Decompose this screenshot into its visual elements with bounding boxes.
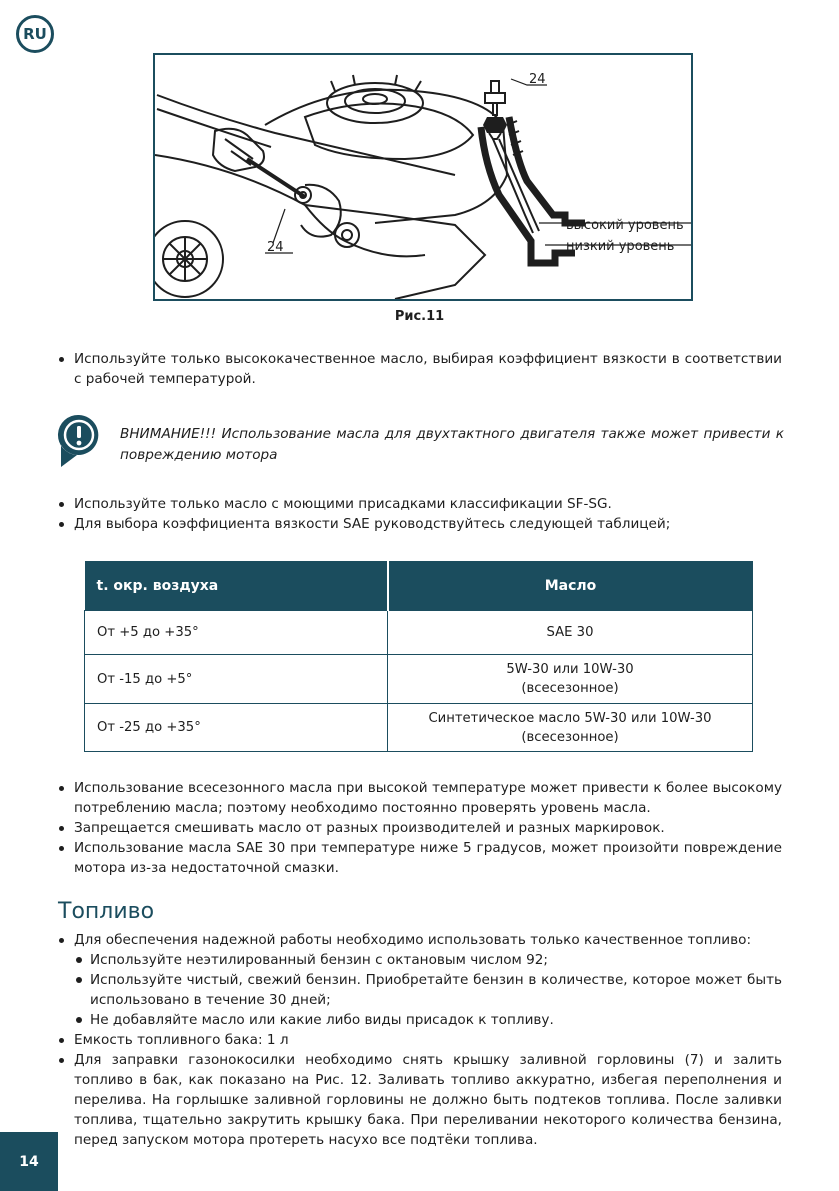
figure-11	[153, 53, 693, 301]
dipstick-closeup	[481, 79, 691, 263]
list-item: Для заправки газонокосилки необходимо снять крышку заливной горловины (7) и залить топливо в бак, как показано на Рис. 12. Заливать топливо аккуратно, избегая переполнения и перелива. На горлышке заливной горловины не должно быть подтеков топлива. После заливки топлива, тщательно закрутить крышку бака. При переливании некоторого количества бензина, перед запуском мотора протереть насухо все подтёки топлива.	[58, 1050, 782, 1150]
list-item	[58, 930, 782, 950]
cell-temperature: От -25 до +35°	[85, 704, 388, 752]
column-header-oil: Масло	[388, 561, 753, 611]
list-item: Используйте только масло с моющими присадками классификации SF-SG.	[58, 494, 782, 514]
label-low-level: низкий уровень	[566, 239, 675, 254]
oil-viscosity-table	[84, 561, 753, 752]
sub-list-item: Используйте чистый, свежий бензин. Приобретайте бензин в количестве, которое может быть использовано в течение 30 дней;	[74, 970, 782, 1010]
page-number: 14	[0, 1132, 58, 1191]
list-item	[58, 950, 782, 1030]
mower-engine-drawing	[155, 75, 507, 299]
section-title-fuel: Топливо	[58, 899, 155, 924]
column-header-temperature: t. окр. воздуха	[85, 561, 388, 611]
cell-oil-grade: SAE 30	[546, 625, 594, 640]
bullet-list-fuel	[58, 930, 782, 1150]
cell-oil	[388, 655, 753, 704]
cell-oil-grade: Синтетическое масло 5W-30 или 10W-30	[428, 710, 712, 726]
table-row	[85, 704, 753, 752]
table-row	[85, 611, 753, 655]
language-badge: RU	[16, 15, 54, 53]
cell-oil-note: (всесезонное)	[521, 681, 619, 696]
label-high-level: высокий уровень	[566, 218, 684, 233]
sub-list-item: Не добавляйте масло или какие либо виды присадок к топливу.	[74, 1010, 782, 1030]
list-item: Для выбора коэффициента вязкости SAE руководствуйтесь следующей таблицей;	[58, 514, 782, 534]
list-item: Использование масла SAE 30 при температуре ниже 5 градусов, может произойти повреждение мотора из-за недостаточной смазки.	[58, 838, 782, 878]
table-row	[85, 655, 753, 704]
bullet-list-oil-warnings	[58, 778, 782, 878]
warning-icon	[57, 413, 101, 473]
list-item: Использование всесезонного масла при высокой температуре может привести к более высокому потреблению масла; поэтому необходимо постоянно проверять уровень масла.	[58, 778, 782, 818]
callout-24-left: 24	[267, 240, 284, 255]
cell-oil	[388, 611, 753, 655]
bullet-list-oil-type	[58, 494, 782, 534]
cell-oil	[388, 704, 753, 752]
cell-temperature: От -15 до +5°	[85, 655, 388, 704]
cell-oil-note: (всесезонное)	[521, 729, 619, 745]
warning-text: ВНИМАНИЕ!!! Использование масла для двухтактного двигателя также может привести к повреждению мотора	[120, 426, 784, 463]
mower-dipstick-illustration	[155, 55, 691, 299]
figure-caption: Рис.11	[394, 309, 445, 324]
list-item: Используйте только высококачественное масло, выбирая коэффициент вязкости в соответствии с рабочей температурой.	[58, 349, 782, 389]
cell-temperature: От +5 до +35°	[85, 611, 388, 655]
bullet-list-oil-quality	[58, 349, 782, 389]
cell-oil-grade: 5W-30 или 10W-30	[506, 662, 634, 677]
table-header-row	[85, 561, 753, 611]
fuel-intro: Для обеспечения надежной работы необходимо использовать только качественное топливо:	[74, 932, 752, 948]
sub-list-fuel	[58, 950, 782, 1030]
list-item: Запрещается смешивать масло от разных производителей и разных маркировок.	[58, 818, 782, 838]
list-item: Емкость топливного бака: 1 л	[58, 1030, 782, 1050]
callout-24-right: 24	[529, 72, 546, 87]
sub-list-item: Используйте неэтилированный бензин с октановым числом 92;	[74, 950, 782, 970]
